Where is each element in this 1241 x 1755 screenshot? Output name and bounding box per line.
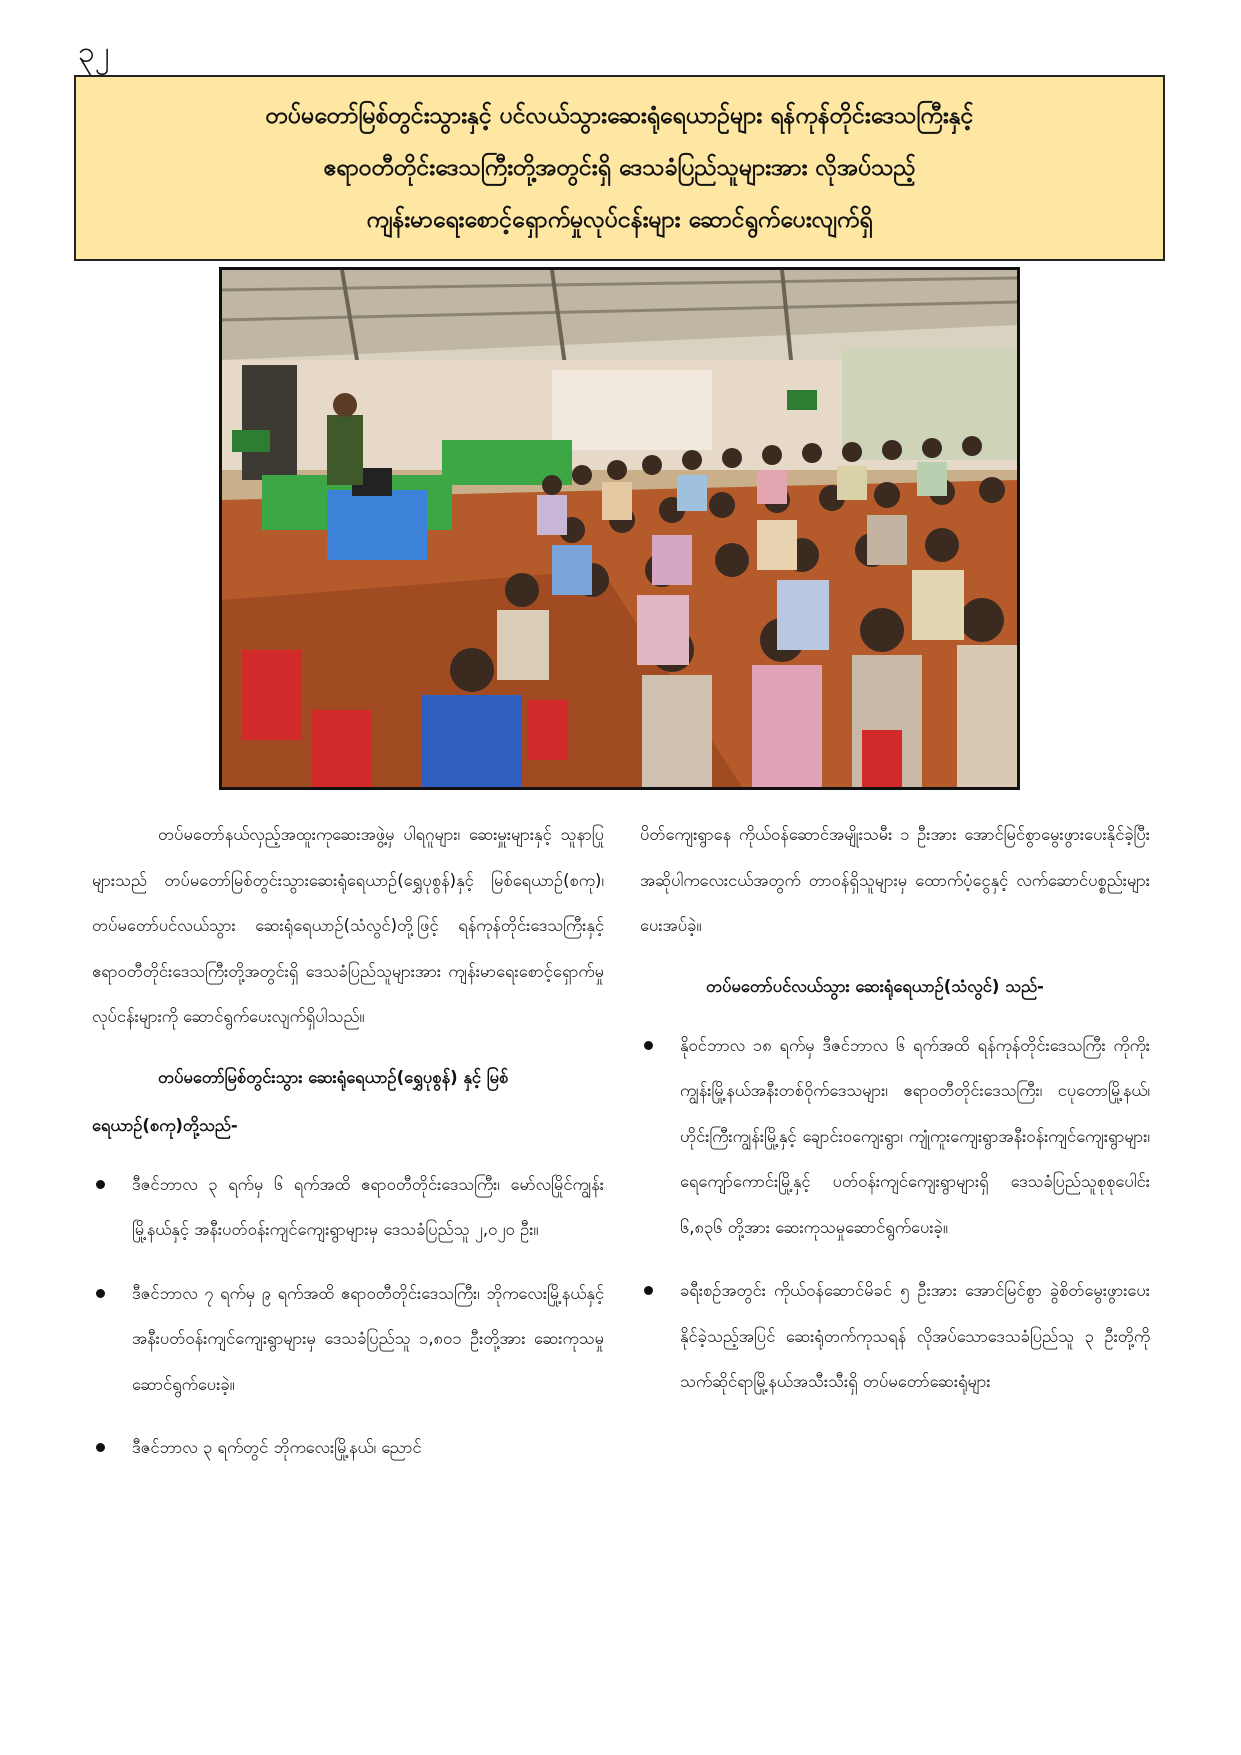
- left-column: [92, 812, 604, 1489]
- headline-box: [74, 75, 1165, 261]
- bullet-item: ဒီဇင်ဘာလ ၃ ရက်တွင် ဘိုကလေးမြို့နယ်၊ ညောင်: [92, 1425, 604, 1471]
- page-number: ၃၂: [78, 35, 110, 70]
- hall-scene-illustration: [222, 270, 1017, 787]
- headline-line-1: တပ်မတော်မြစ်တွင်းသွားနှင့် ပင်လယ်သွားဆေးရုံရေယာဉ်များ ရန်ကုန်တိုင်းဒေသကြီးနှင့်: [265, 103, 974, 129]
- bullet-item: ခရီးစဉ်အတွင်း ကိုယ်ဝန်ဆောင်မိခင် ၅ ဦးအား အောင်မြင်စွာ ခွဲစိတ်မွေးဖွားပေးနိုင်ခဲ့သည့်အပြင် ဆေးရုံတက်ကုသရန် လိုအပ်သောဒေသခံပြည်သူ ၃ ဦးတို့ကို သက်ဆိုင်ရာမြို့နယ်အသီးသီးရှိ တပ်မတော်ဆေးရုံများ: [640, 1268, 1150, 1405]
- headline-line-2: ဧရာဝတီတိုင်းဒေသကြီးတို့အတွင်းရှိ ဒေသခံပြည်သူများအား လိုအပ်သည့်: [323, 155, 916, 181]
- right-column: [640, 812, 1150, 1423]
- bullet-item: ဒီဇင်ဘာလ ၃ ရက်မှ ၆ ရက်အထိ ဧရာဝတီတိုင်းဒေသကြီး၊ မော်လမြိုင်ကျွန်းမြို့နယ်နှင့် အနီးပတ်ဝန်းကျင်ကျေးရွာများမှ ဒေသခံပြည်သူ ၂,၀၂၀ ဦး။: [92, 1162, 604, 1253]
- headline-line-3: ကျန်းမာရေးစောင့်ရှောက်မှုလုပ်ငန်းများ ဆောင်ရွက်ပေးလျက်ရှိ: [366, 207, 873, 233]
- section-heading-sea-ship: တပ်မတော်ပင်လယ်သွား ဆေးရုံရေယာဉ်(သံလွင်) သည်-: [706, 976, 1044, 996]
- bullet-item: ဒီဇင်ဘာလ ၇ ရက်မှ ၉ ရက်အထိ ဧရာဝတီတိုင်းဒေသကြီး၊ ဘိုကလေးမြို့နယ်နှင့် အနီးပတ်ဝန်းကျင်ကျေးရွာများမှ ဒေသခံပြည်သူ ၁,၈၀၁ ဦးတို့အား ဆေးကုသမှုဆောင်ရွက်ပေးခဲ့။: [92, 1271, 604, 1408]
- intro-paragraph: တပ်မတော်နယ်လှည့်အထူးကုဆေးအဖွဲ့မှ ပါရဂူများ၊ ဆေးမှူးများနှင့် သူနာပြုများသည် တပ်မတော်မြစ်တွင်းသွားဆေးရုံရေယာဉ်(ရွှေပုစွန်)နှင့် မြစ်ရေယာဉ်(စကု)၊ တပ်မတော်ပင်လယ်သွား ဆေးရုံရေယာဉ်(သံလွင်)တို့ဖြင့် ရန်ကုန်တိုင်းဒေသကြီးနှင့် ဧရာဝတီတိုင်းဒေသကြီးတို့အတွင်းရှိ ဒေသခံပြည်သူများအား ကျန်းမာရေးစောင့်ရှောက်မှုလုပ်ငန်းများကို ဆောင်ရွက်ပေးလျက်ရှိပါသည်။: [92, 825, 604, 1026]
- sea-ship-bullets: [640, 1023, 1150, 1405]
- section-heading-river-ship: တပ်မတော်မြစ်တွင်းသွား ဆေးရုံရေယာဉ်(ရွှေပုစွန်) နှင့် မြစ်ရေယာဉ်(စကု)တို့သည်-: [92, 1067, 509, 1135]
- continuation-paragraph: ပိတ်ကျေးရွာနေ ကိုယ်ဝန်ဆောင်အမျိုးသမီး ၁ ဦးအား အောင်မြင်စွာမွေးဖွားပေးနိုင်ခဲ့ပြီး အဆိုပါကလေးငယ်အတွက် တာဝန်ရှိသူများမှ ထောက်ပံ့ငွေနှင့် လက်ဆောင်ပစ္စည်းများ ပေးအပ်ခဲ့။: [640, 825, 1150, 935]
- news-photo: [219, 267, 1020, 790]
- bullet-item: နိုဝင်ဘာလ ၁၈ ရက်မှ ဒီဇင်ဘာလ ၆ ရက်အထိ ရန်ကုန်တိုင်းဒေသကြီး ကိုကိုးကျွန်းမြို့နယ်အနီးတစ်ဝိုက်ဒေသများ၊ ဧရာဝတီတိုင်းဒေသကြီး၊ ငပုတောမြို့နယ်၊ ဟိုင်းကြီးကျွန်းမြို့နှင့် ချောင်းဝကျေးရွာ၊ ကျုံကူးကျေးရွာအနီးဝန်းကျင်ကျေးရွာများ၊ ရေကျော်ကောင်းမြို့နှင့် ပတ်ဝန်းကျင်ကျေးရွာများရှိ ဒေသခံပြည်သူစုစုပေါင်း ၆,၈၃၆ တို့အား ဆေးကုသမှုဆောင်ရွက်ပေးခဲ့။: [640, 1023, 1150, 1251]
- river-ship-bullets: [92, 1162, 604, 1471]
